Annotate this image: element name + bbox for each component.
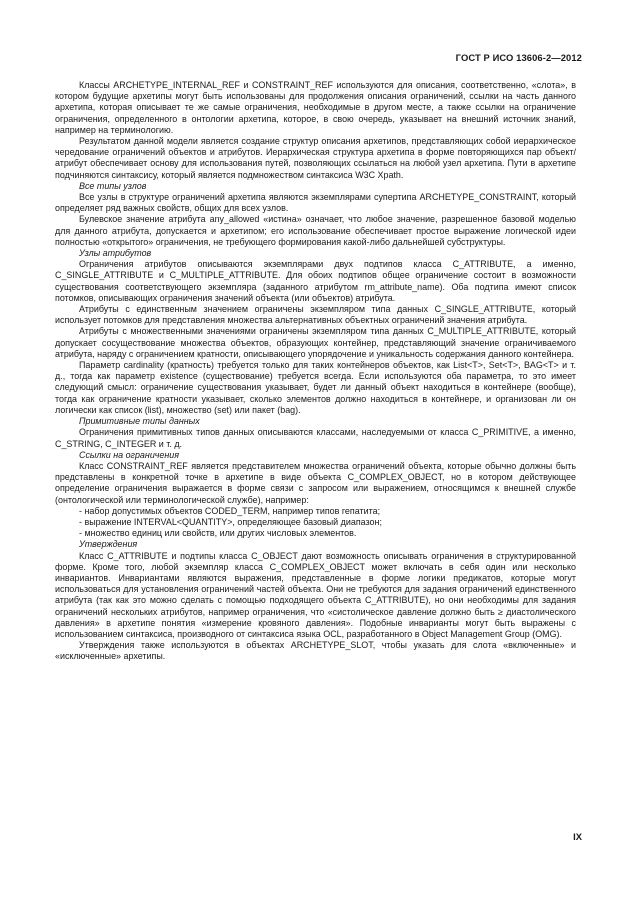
list-item: - набор допустимых объектов CODED_TERM, например типов гепатита;	[79, 505, 381, 516]
paragraph: Результатом данной модели является создание структур описания архетипов, представляющих собой иерархическое чередование ограничений объектов и атрибутов. Иерархическая структура архетипа в форме повторяющихся пар объект/атрибут обеспечивает основу для использования путей, позволяющих ссылаться на любой узел архетипа. Пути в архетипе подчиняются синтаксису, который является подмножеством синтаксиса W3C Xpath.	[55, 136, 576, 180]
paragraph: Классы ARCHETYPE_INTERNAL_REF и CONSTRAINT_REF используются для описания, соответственно, «слота», в котором будущие архетипы могут быть использованы для продолжения описания ограничений, ссылки на часть данного архетипа, которая описывает те же самые ограничения, необходимые в другом месте, а также ссылки на ограничение ограничения, определенного в онтологии архетипа, которое, в свою очередь, указывает на внешний источник знаний, например на терминологию.	[55, 80, 576, 135]
list-item: - выражение INTERVAL<QUANTITY>, определяющее базовый диапазон;	[79, 516, 382, 527]
document-body	[55, 80, 576, 663]
paragraph: Класс C_ATTRIBUTE и подтипы класса C_OBJECT дают возможность описывать ограничения в структурированной форме. Кроме того, любой экземпляр класса C_COMPLEX_OBJECT может включать в себя один или несколько инвариантов. Инвариантами являются выражения, представленные в форме логики предикатов, которые могут использоваться для установления ограничений частей объекта. Они не требуются для задания ограничений единственного атрибута (так как это можно сделать с помощью подходящего объекта C_ATTRIBUTE), но они необходимы для задания ограничений нескольких атрибутов, например ограничения, что «систолическое давление должно быть ≥ диастолического давления» в архетипе понятия «измерение кровяного давления». Подобные инварианты могут быть выражены с использованием синтаксиса, производного от синтаксиса языка OCL, разработанного в Object Management Group (OMG).	[55, 550, 576, 639]
subheading: Примитивные типы данных	[79, 416, 200, 427]
paragraph: Булевское значение атрибута any_allowed «истина» означает, что любое значение, разрешенное базовой моделью для данного атрибута, допускается и архетипом; его использование обеспечивает простое выражение логической идеи полностью «открытого» ограничения, не требующего формирования какой-либо дальнейшей субструктуры.	[55, 214, 576, 247]
paragraph: Параметр cardinality (кратность) требуется только для таких контейнеров объектов, как List<T>, Set<T>, BAG<T> и т. д., тогда как параметр existence (существование) требуется всегда. Если используются оба параметра, то это имеет следующий смысл: ограничение существования указывает, будет ли данный объект находиться в контейнере (вообще), тогда как ограничение кратности указывает, сколько элементов должно находиться в контейнере, и организован ли он логически как список (list), множество (set) или пакет (bag).	[55, 360, 576, 415]
subheading: Узлы атрибутов	[79, 248, 152, 259]
subheading: Утверждения	[79, 539, 138, 550]
paragraph: Ограничения примитивных типов данных описываются классами, наследуемыми от класса C_PRIMITIVE, а именно, C_STRING, C_INTEGER и т. д.	[55, 427, 576, 449]
paragraph: Атрибуты с единственным значением ограничены экземпляром типа данных C_SINGLE_ATTRIBUTE, который использует потомков для представления множества альтернативных объектных ограничений значения атрибута.	[55, 304, 576, 326]
paragraph: Утверждения также используются в объектах ARCHETYPE_SLOT, чтобы указать для слота «включенные» и «исключенные» архетипы.	[55, 640, 576, 662]
subheading: Ссылки на ограничения	[79, 449, 180, 460]
paragraph: Атрибуты с множественными значениями ограничены экземпляром типа данных C_MULTIPLE_ATTRIBUTE, который допускает сосуществование множества объектов, образующих контейнер, представляющий значение ограничиваемого атрибута, наряду с ограничением кратности, описывающего упорядочение и уникальность содержания данного контейнера.	[55, 326, 576, 359]
paragraph: Все узлы в структуре ограничений архетипа являются экземплярами супертипа ARCHETYPE_CONSTRAINT, который определяет ряд важных свойств, общих для всех узлов.	[55, 192, 576, 214]
list-item: - множество единиц или свойств, или других числовых элементов.	[79, 528, 357, 539]
paragraph: Класс CONSTRAINT_REF является представителем множества ограничений объекта, которые обычно должны быть представлены в конкретной точке в архетипе в виде объекта C_COMPLEX_OBJECT, но в котором действующее определение ограничения выражается в форме связи с запросом или выражением, относящимся к внешней службе (онтологической или терминологической службе), например:	[55, 460, 576, 505]
document-header: ГОСТ Р ИСО 13606-2—2012	[455, 52, 582, 63]
subheading: Все типы узлов	[79, 180, 147, 191]
page-number: IX	[573, 831, 582, 842]
paragraph: Ограничения атрибутов описываются экземплярами двух подтипов класса C_ATTRIBUTE, а именно, C_SINGLE_ATTRIBUTE и C_MULTIPLE_ATTRIBUTE. Для обоих подтипов общее ограничение состоит в возможности существования соответствующего экземпляра (заданного атрибутом rm_attribute_name). Оба подтипа имеют список потомков, описывающих ограничения значений объекта (или объектов) атрибута.	[55, 259, 576, 303]
